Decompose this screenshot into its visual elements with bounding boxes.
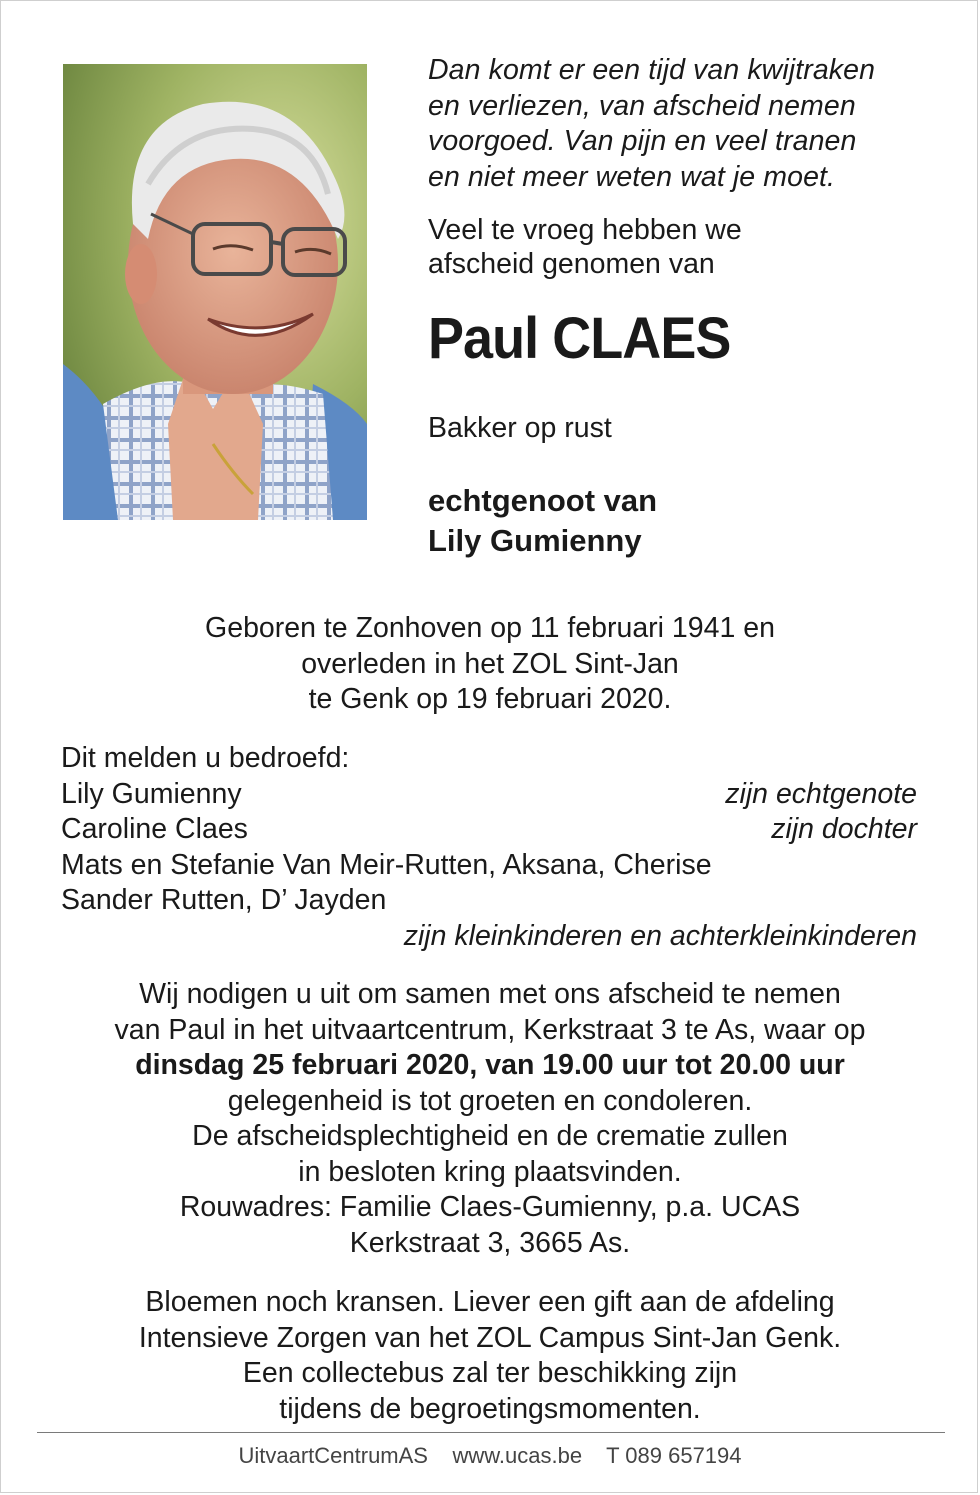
poem: [428, 53, 948, 195]
grandchildren-relation: zijn kleinkinderen en achterkleinkinderen: [403, 919, 917, 952]
family-member-name: Lily Gumienny: [61, 777, 242, 810]
intro-line: Veel te vroeg hebben we: [428, 214, 742, 246]
invite-line: van Paul in het uitvaartcentrum, Kerkstraat 3 te As, waar op: [114, 1013, 866, 1046]
family-member-name: Caroline Claes: [61, 813, 248, 845]
family-member-relation: zijn dochter: [771, 813, 917, 845]
birth-line: te Genk op 19 februari 2020.: [308, 683, 672, 715]
spouse-label: echtgenoot van: [428, 483, 658, 518]
grandchildren-line: Mats en Stefanie Van Meir-Rutten, Aksana, Cherise: [61, 848, 712, 881]
footer-phone: T 089 657194: [606, 1443, 742, 1468]
flowers-line: Bloemen noch kransen. Liever een gift aan de afdeling: [145, 1286, 835, 1318]
family-announcement: [61, 741, 917, 954]
footer-website[interactable]: www.ucas.be: [452, 1443, 583, 1468]
birth-line: Geboren te Zonhoven op 11 februari 1941 en: [205, 612, 775, 644]
poem-line: Dan komt er een tijd van kwijtraken: [428, 54, 876, 86]
family-row: [61, 777, 917, 813]
invite-line: in besloten kring plaatsvinden.: [298, 1155, 682, 1188]
intro-line: afscheid genomen van: [428, 248, 715, 280]
flowers-line: Intensieve Zorgen van het ZOL Campus Sint-Jan Genk.: [138, 1321, 842, 1354]
invite-line: De afscheidsplechtigheid en de crematie zullen: [192, 1120, 788, 1152]
intro-text: [428, 213, 948, 281]
portrait-photo: [63, 64, 367, 520]
flowers-line: tijdens de begroetingsmomenten.: [279, 1392, 701, 1425]
family-row: [61, 812, 917, 848]
footer: [1, 1441, 978, 1471]
footer-divider: [37, 1432, 945, 1433]
spouse-name: Lily Gumienny: [428, 523, 642, 558]
invite-line: gelegenheid is tot groeten en condoleren.: [227, 1084, 753, 1117]
visitation-datetime: dinsdag 25 februari 2020, van 19.00 uur tot 20.00 uur: [135, 1049, 845, 1081]
flowers-notice: [1, 1285, 978, 1427]
birth-death-info: [1, 611, 978, 718]
announce-heading: Dit melden u bedroefd:: [61, 742, 350, 774]
portrait-photo-icon: [63, 64, 367, 520]
spouse-info: [428, 481, 948, 561]
poem-line: en niet meer weten wat je moet.: [428, 160, 836, 193]
grandchildren-line: Sander Rutten, D’ Jayden: [61, 884, 387, 916]
mourning-address: Rouwadres: Familie Claes-Gumienny, p.a. UCAS: [179, 1191, 801, 1223]
footer-brand: UitvaartCentrumAS: [238, 1443, 428, 1468]
invite-line: Wij nodigen u uit om samen met ons afscheid te nemen: [139, 978, 841, 1010]
poem-line: voorgoed. Van pijn en veel tranen: [428, 125, 857, 157]
flowers-line: Een collectebus zal ter beschikking zijn: [242, 1357, 738, 1389]
mourning-address-street: Kerkstraat 3, 3665 As.: [349, 1226, 631, 1259]
family-member-relation: zijn echtgenote: [725, 777, 917, 810]
occupation: Bakker op rust: [428, 412, 612, 444]
header-text-column: [428, 53, 948, 561]
birth-line: overleden in het ZOL Sint-Jan: [301, 647, 679, 680]
invitation-text: [1, 977, 978, 1261]
deceased-name: Paul CLAES: [428, 306, 731, 371]
poem-line: en verliezen, van afscheid nemen: [428, 89, 856, 122]
